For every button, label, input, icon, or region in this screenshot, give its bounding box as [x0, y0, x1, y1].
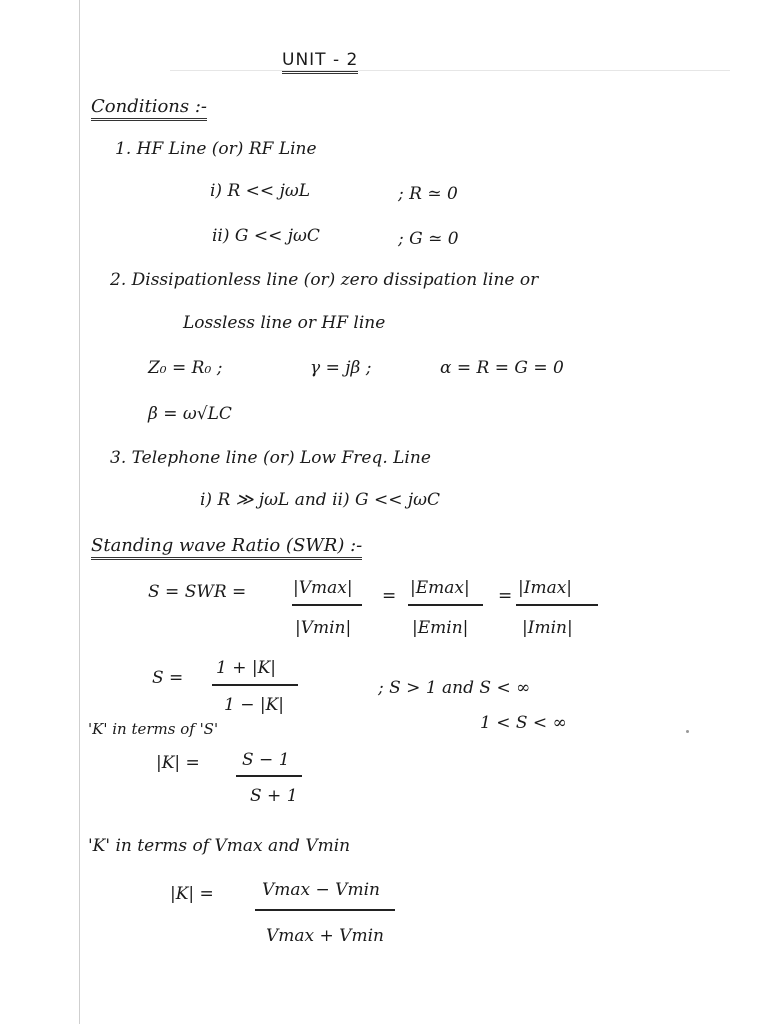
s-formula-den: 1 − |K|: [224, 695, 285, 715]
k-bar: [236, 775, 302, 777]
swr-vmax: |Vmax|: [293, 578, 353, 598]
eq-alpha: α = R = G = 0: [440, 358, 564, 378]
k-den: S + 1: [250, 786, 298, 806]
swr-emin: |Emin|: [412, 618, 469, 638]
swr-emax: |Emax|: [410, 578, 470, 598]
swr-i-bar: [516, 604, 598, 606]
condition-1-ii-result: ; G ≃ 0: [398, 229, 459, 249]
swr-imax: |Imax|: [518, 578, 573, 598]
k2-num: Vmax − Vmin: [262, 880, 380, 900]
k-lhs: |K| =: [156, 753, 200, 773]
swr-v-bar: [292, 604, 362, 606]
paper-speck: [686, 730, 689, 733]
k2-den: Vmax + Vmin: [266, 926, 384, 946]
swr-e-bar: [408, 604, 483, 606]
condition-1-i: i) R << jωL: [210, 181, 310, 201]
swr-heading: Standing wave Ratio (SWR) :-: [91, 537, 362, 560]
condition-2-label: 2. Dissipationless line (or) zero dissipation line or: [110, 270, 539, 290]
s-range-2: 1 < S < ∞: [480, 713, 567, 733]
swr-eq1: =: [382, 586, 397, 606]
top-rule: [170, 70, 730, 71]
condition-1-ii: ii) G << jωC: [212, 226, 320, 246]
eq-beta: β = ω√LC: [148, 404, 232, 424]
s-formula-lhs: S =: [152, 668, 184, 688]
condition-3-conds: i) R ≫ jωL and ii) G << jωC: [200, 490, 441, 510]
s-formula-bar: [212, 684, 298, 686]
condition-2-label-cont: Lossless line or HF line: [183, 313, 386, 333]
condition-1-i-result: ; R ≃ 0: [398, 184, 458, 204]
k-terms-s-label: 'K' in terms of 'S': [88, 720, 219, 738]
unit-title: UNIT - 2: [282, 52, 358, 74]
s-formula-num: 1 + |K|: [216, 658, 277, 678]
swr-s-eq: S = SWR =: [148, 582, 247, 602]
s-range: ; S > 1 and S < ∞: [378, 678, 531, 698]
conditions-heading: Conditions :-: [91, 98, 207, 121]
condition-3-label: 3. Telephone line (or) Low Freq. Line: [110, 448, 431, 468]
k2-lhs: |K| =: [170, 884, 214, 904]
condition-1-label: 1. HF Line (or) RF Line: [115, 139, 317, 159]
k2-bar: [255, 909, 395, 911]
k-num: S − 1: [242, 750, 290, 770]
page-margin-line: [79, 0, 80, 1024]
swr-eq2: =: [498, 586, 513, 606]
k-terms-v-label: 'K' in terms of Vmax and Vmin: [88, 836, 351, 856]
eq-gamma: γ = jβ ;: [310, 358, 372, 378]
swr-imin: |Imin|: [522, 618, 573, 638]
swr-vmin: |Vmin|: [295, 618, 352, 638]
eq-z0: Z₀ = R₀ ;: [148, 358, 223, 378]
